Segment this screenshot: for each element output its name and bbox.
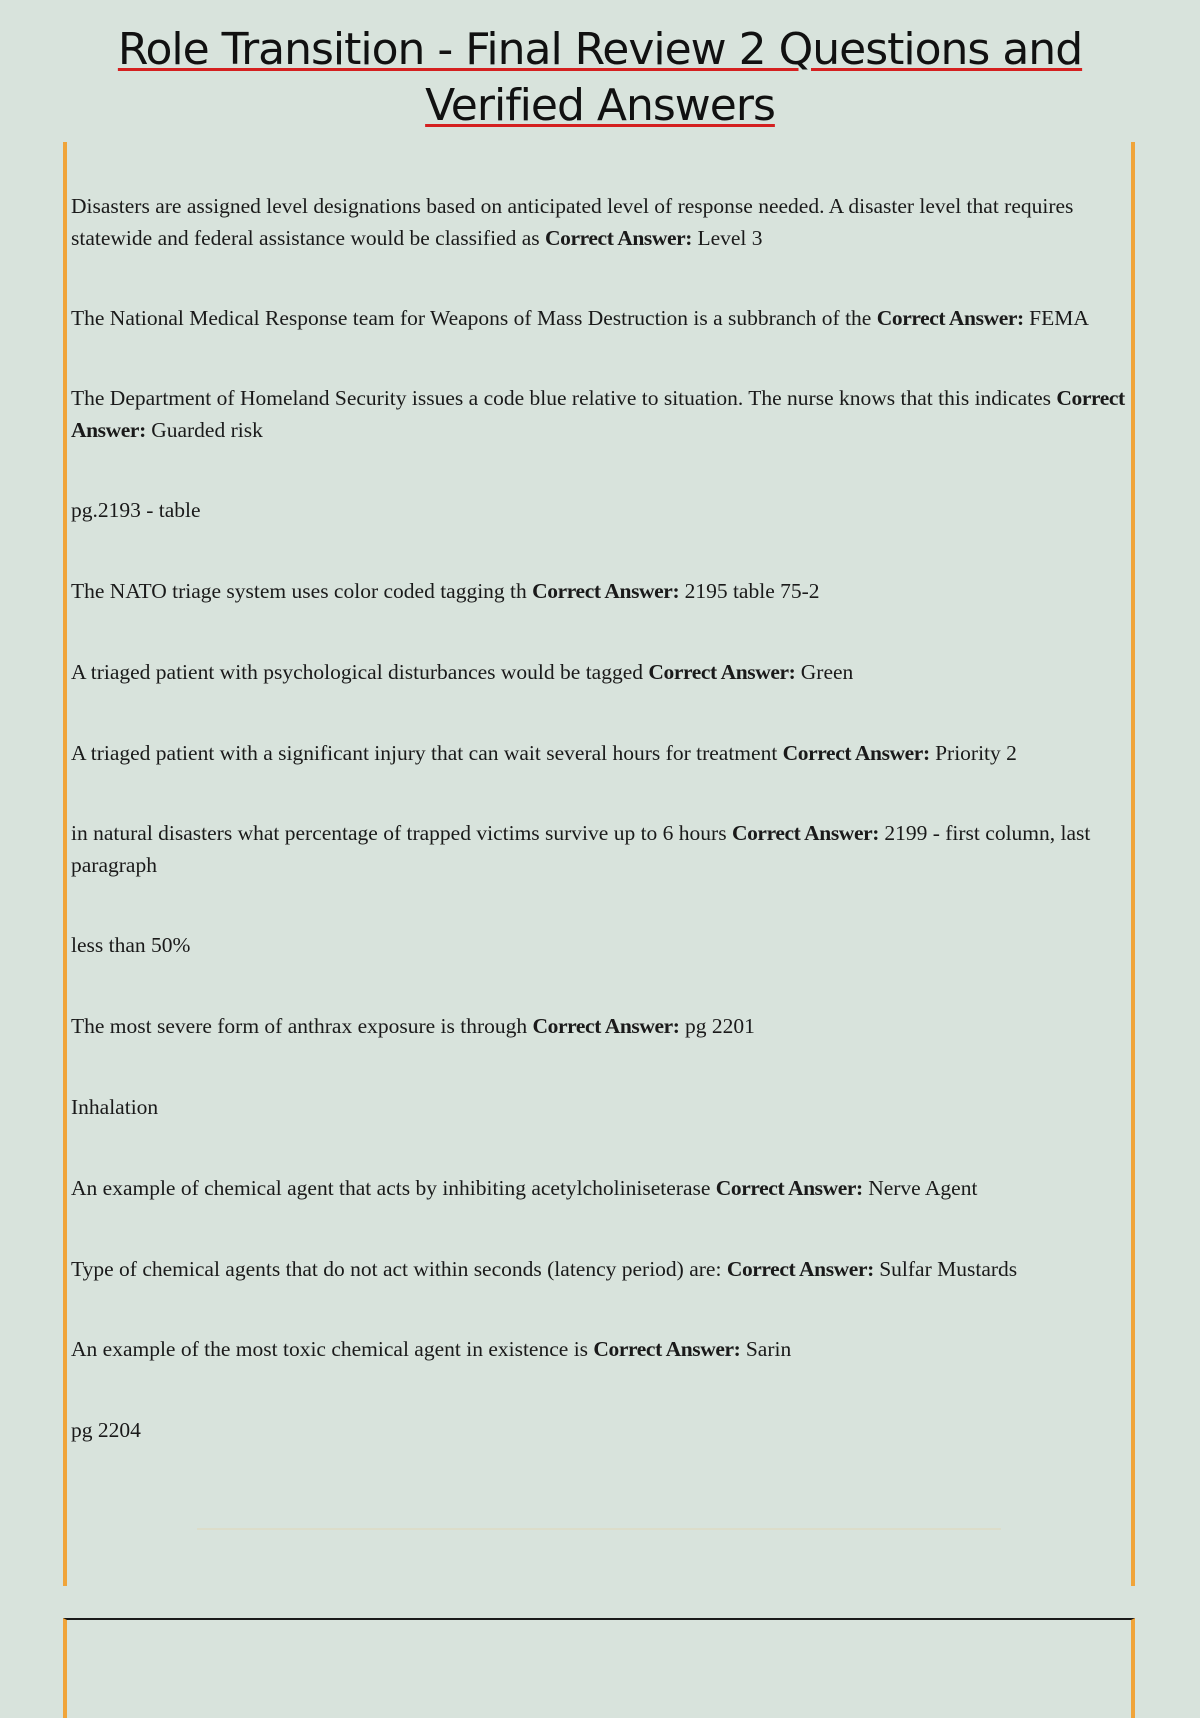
qa-item (71, 817, 1131, 881)
answer-label: Correct Answer: (648, 660, 796, 684)
question-text: A triaged patient with psychological disturbances would be tagged (71, 660, 643, 684)
qa-item (71, 1253, 1131, 1285)
panel-bottom-rule (197, 1528, 1001, 1530)
note-text: pg 2204 (71, 1418, 141, 1442)
note-item (71, 494, 1131, 526)
answer-text: Nerve Agent (868, 1176, 978, 1200)
answer-text: Sarin (745, 1337, 792, 1361)
qa-content-panel (63, 142, 1135, 1586)
qa-item (71, 302, 1131, 334)
note-item (71, 929, 1131, 961)
answer-label: Correct Answer: (545, 226, 693, 250)
answer-label: Correct Answer: (731, 821, 879, 845)
question-text: An example of the most toxic chemical agent in existence is (71, 1337, 589, 1361)
question-text: The National Medical Response team for Weapons of Mass Destruction is a subbranch of the (71, 306, 872, 330)
answer-text: Sulfar Mustards (879, 1257, 1018, 1281)
note-item (71, 1414, 1131, 1446)
answer-label: Correct Answer: (532, 1014, 680, 1038)
answer-text: Guarded risk (151, 418, 263, 442)
answer-text: pg 2201 (684, 1014, 755, 1038)
qa-item (71, 1333, 1131, 1365)
question-text: The most severe form of anthrax exposure is through (71, 1014, 528, 1038)
qa-item (71, 382, 1131, 446)
answer-label: Correct Answer: (71, 386, 1125, 442)
question-text: Disasters are assigned level designations based on anticipated level of response needed. A disaster level that requires statewide and federal assistance would be classified as (71, 194, 1074, 250)
qa-list (71, 190, 1131, 1495)
qa-item (71, 1172, 1131, 1204)
document-title-line-1: Role Transition - Final Review 2 Questions and (117, 24, 1083, 75)
answer-text: 2199 - first column, last paragraph (71, 821, 1091, 877)
document-title-line-2: Verified Answers (425, 80, 775, 131)
answer-label: Correct Answer: (532, 579, 680, 603)
note-text: pg.2193 - table (71, 498, 201, 522)
next-section-box (63, 1618, 1135, 1718)
answer-text: FEMA (1029, 306, 1089, 330)
note-item (71, 1091, 1131, 1123)
qa-item (71, 737, 1131, 769)
qa-item (71, 656, 1131, 688)
question-text: The NATO triage system uses color coded tagging th (71, 579, 527, 603)
question-text: in natural disasters what percentage of trapped victims survive up to 6 hours (71, 821, 727, 845)
qa-item (71, 190, 1131, 254)
question-text: Type of chemical agents that do not act within seconds (latency period) are: (71, 1257, 722, 1281)
answer-text: 2195 table 75-2 (684, 579, 820, 603)
answer-label: Correct Answer: (715, 1176, 863, 1200)
document-title (60, 22, 1140, 134)
question-text: The Department of Homeland Security issues a code blue relative to situation. The nurse knows that this indicates (71, 386, 1051, 410)
answer-label: Correct Answer: (782, 741, 930, 765)
answer-text: Green (800, 660, 854, 684)
answer-text: Level 3 (697, 226, 763, 250)
note-text: Inhalation (71, 1095, 159, 1119)
note-text: less than 50% (71, 933, 191, 957)
question-text: A triaged patient with a significant injury that can wait several hours for treatment (71, 741, 778, 765)
answer-label: Correct Answer: (876, 306, 1024, 330)
qa-item (71, 575, 1131, 607)
answer-text: Priority 2 (935, 741, 1017, 765)
answer-label: Correct Answer: (593, 1337, 741, 1361)
qa-item (71, 1010, 1131, 1042)
question-text: An example of chemical agent that acts by inhibiting acetylcholiniseterase (71, 1176, 711, 1200)
answer-label: Correct Answer: (726, 1257, 874, 1281)
